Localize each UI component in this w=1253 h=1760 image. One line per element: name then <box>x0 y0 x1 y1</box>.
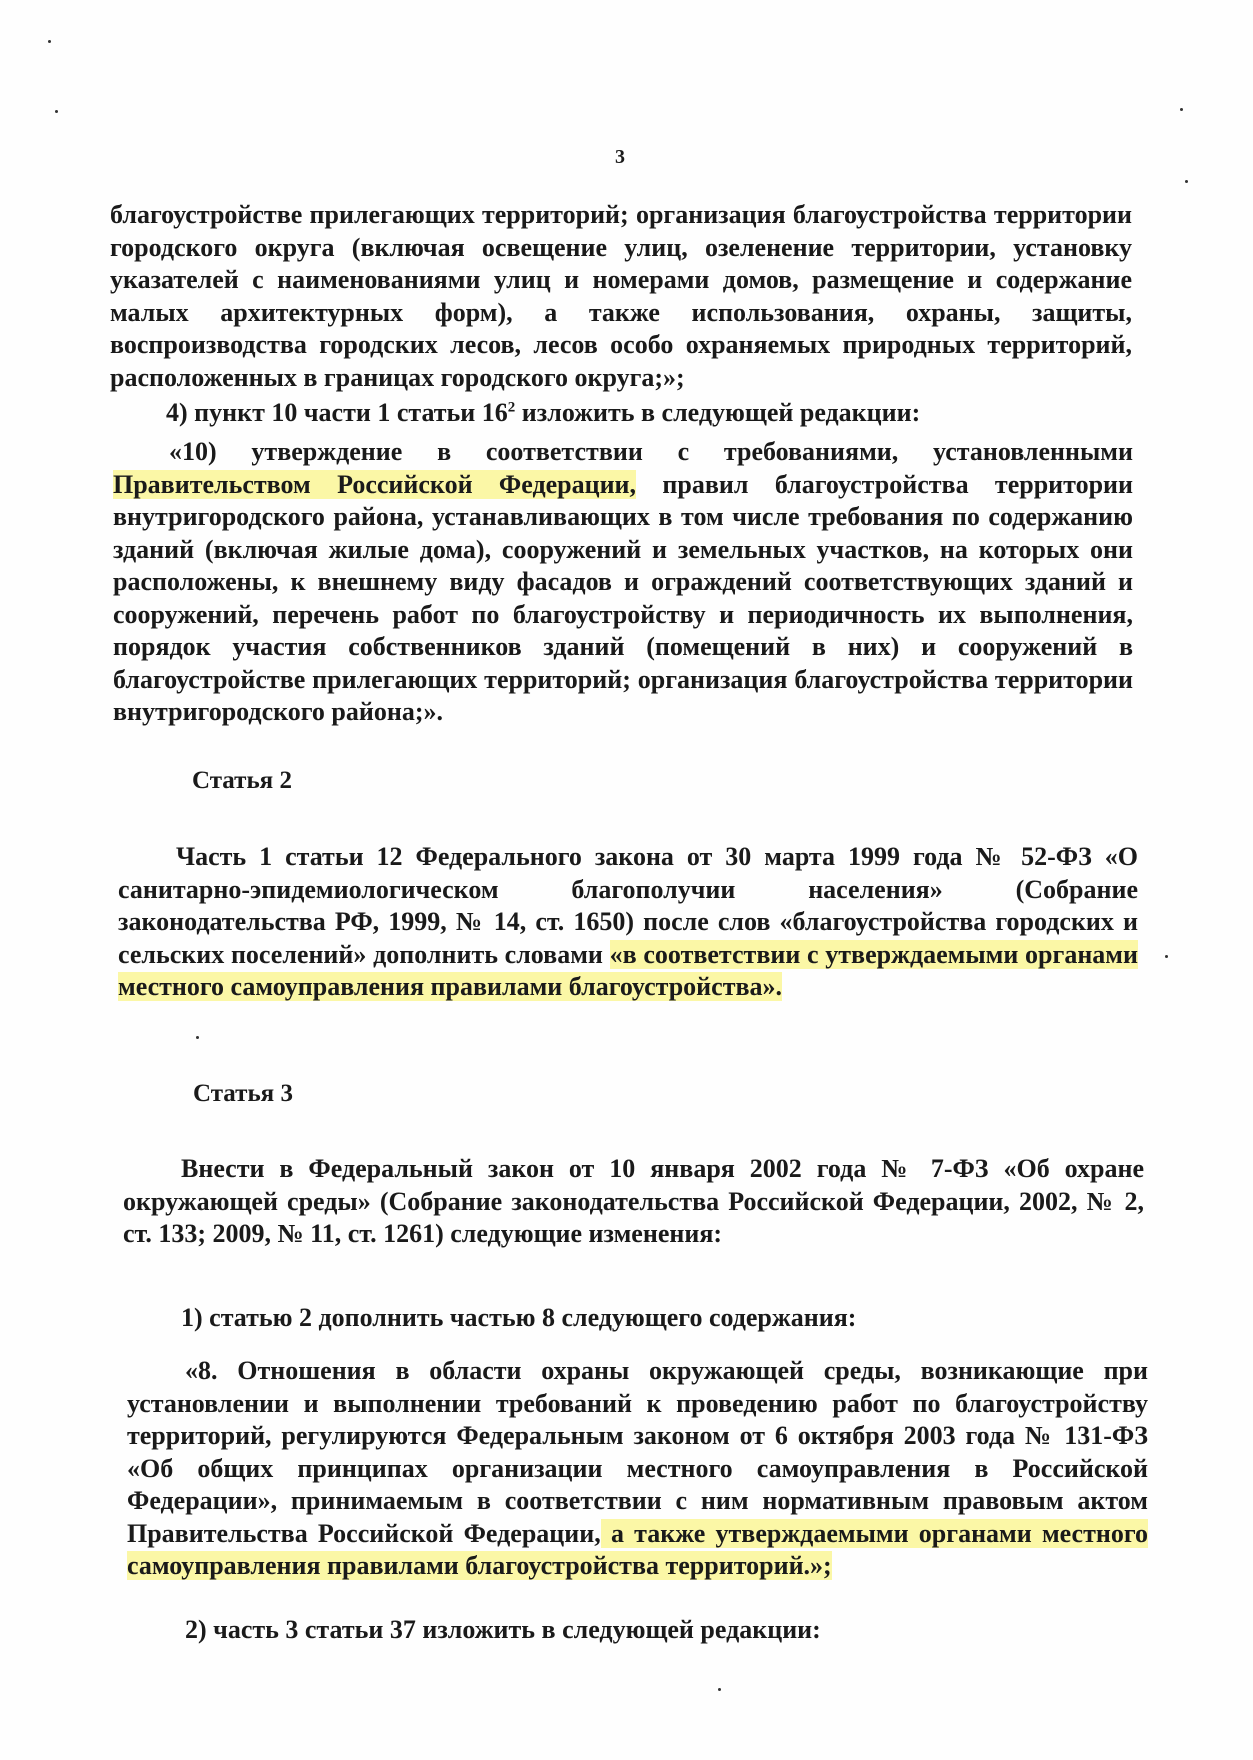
paragraph-continuation <box>110 199 1132 394</box>
paragraph-item-4-text <box>110 397 1132 430</box>
point-8-lead: «8. Отношения в области охраны окружающей среды, возникающие при установлении и выполнении требований к проведению работ по благоустройству территорий, регулируются Федеральным законом от 6 октября 2003 года № 131-ФЗ «Об общих принципах организации местного самоуправления в Российской Федерации», принимаемым в соответствии с ним нормативным правовым актом Правительства Российской Федерации, <box>127 1356 1148 1548</box>
paragraph-article-3-text: Внести в Федеральный закон от 10 января 2002 года № 7-ФЗ «Об охране окружающей среды» (Собрание законодательства Российской Федерации, 2002, № 2, ст. 133; 2009, № 11, ст. 1261) следующие изменения: <box>123 1154 1144 1248</box>
paragraph-article-3 <box>123 1153 1144 1251</box>
scan-speck <box>55 110 58 113</box>
highlighted-text: «в соответствии с утверждаемыми органами местного самоуправления правилами благоустройства». <box>118 939 1138 1001</box>
highlighted-text: а также утверждаемыми органами местного самоуправления правилами благоустройства территорий.»; <box>127 1518 1148 1580</box>
paragraph-item-2-text: 2) часть 3 статьи 37 изложить в следующей редакции: <box>185 1615 821 1644</box>
paragraph-article-2-text <box>118 841 1138 1004</box>
paragraph-point-8 <box>127 1355 1148 1583</box>
superscript: 2 <box>507 399 516 416</box>
item-4-tail: изложить в следующей редакции: <box>515 398 921 427</box>
article-2-heading: Статья 2 <box>192 767 292 794</box>
article-3-heading: Статья 3 <box>193 1080 293 1107</box>
article-2-lead: Часть 1 статьи 12 Федерального закона от 30 марта 1999 года № 52-ФЗ «О санитарно-эпидемиологическом благополучии населения» (Собрание законодательства РФ, 1999, № 14, ст. 1650) после слов «благоустройства городских и сельских поселений» дополнить словами <box>118 842 1138 969</box>
highlighted-text: Правительством Российской Федерации, <box>113 469 637 499</box>
scan-speck <box>718 1688 721 1691</box>
paragraph-item-1 <box>123 1302 1144 1335</box>
item-4-lead: 4) пункт 10 части 1 статьи 16 <box>166 398 508 427</box>
scan-speck <box>1185 180 1188 183</box>
paragraph-article-2 <box>118 841 1138 1004</box>
paragraph-item-1-text: 1) статью 2 дополнить частью 8 следующего содержания: <box>181 1303 857 1332</box>
paragraph-continuation-text: благоустройстве прилегающих территорий; организация благоустройства территории городского округа (включая освещение улиц, озеленение территории, установку указателей с наименованиями улиц и номерами домов, размещение и содержание малых архитектурных форм), а также использования, охраны, защиты, воспроизводства городских лесов, лесов особо охраняемых природных территорий, расположенных в границах городского округа;»; <box>110 200 1132 392</box>
scan-speck <box>1165 955 1168 958</box>
point-10-lead: «10) утверждение в соответствии с требованиями, установленными <box>169 437 1133 466</box>
point-10-tail: правил благоустройства территории внутригородского района, устанавливающих в том числе требования по содержанию зданий (включая жилые дома), сооружений и земельных участков, на которых они расположены, к внешнему виду фасадов и ограждений соответствующих зданий и сооружений, перечень работ по благоустройству и периодичность их выполнения, порядок участия собственников зданий (помещений в них) и сооружений в благоустройстве прилегающих территорий; организация благоустройства территории внутригородского района;». <box>113 469 1133 726</box>
paragraph-item-2 <box>127 1614 1148 1647</box>
scan-speck <box>48 40 51 43</box>
paragraph-point-10 <box>113 436 1133 729</box>
scan-speck <box>1180 108 1183 111</box>
page-number: 3 <box>615 146 625 168</box>
paragraph-point-10-text <box>113 436 1133 729</box>
paragraph-point-8-text <box>127 1355 1148 1583</box>
scan-speck <box>196 1036 199 1039</box>
paragraph-item-4 <box>110 397 1132 430</box>
